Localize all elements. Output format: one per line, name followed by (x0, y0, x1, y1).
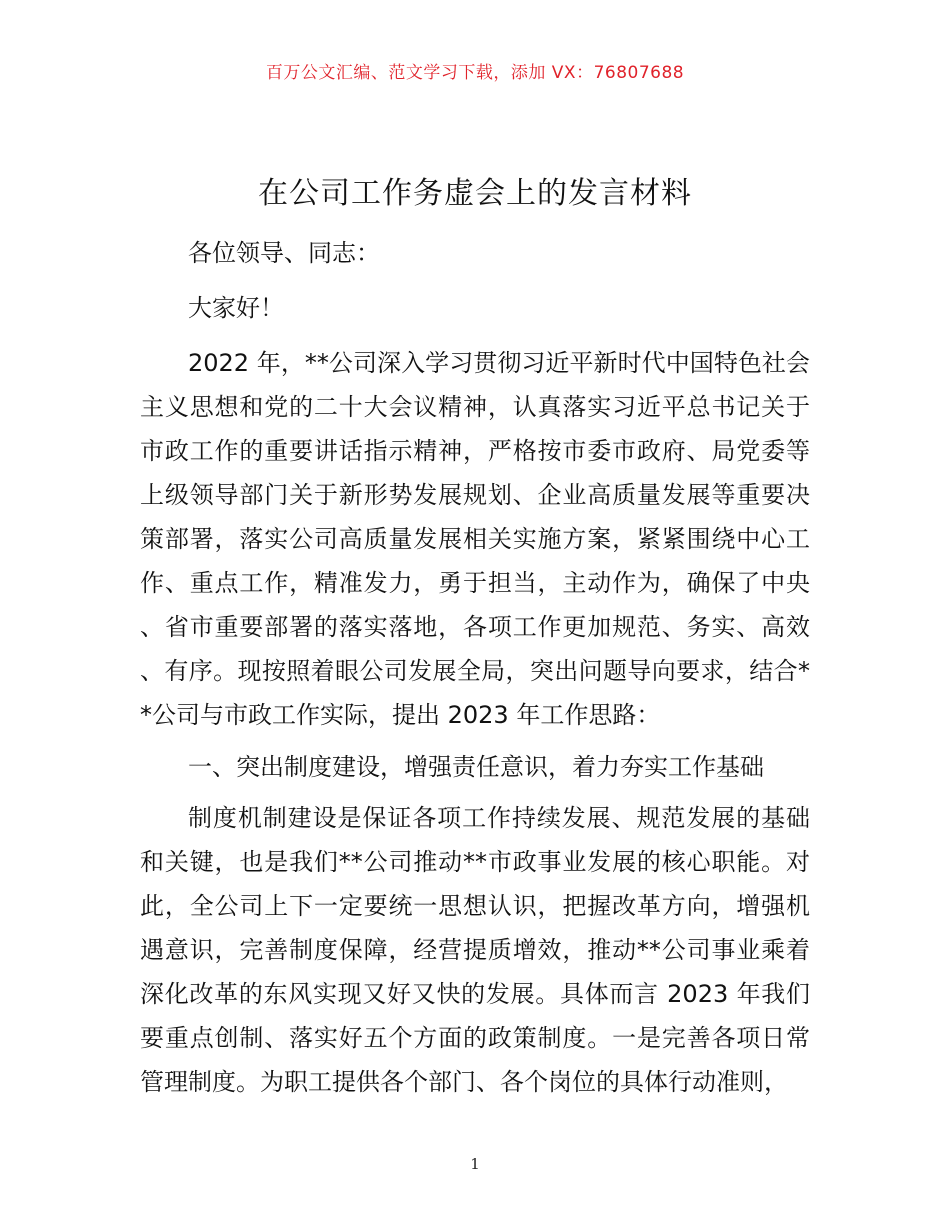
document-title: 在公司工作务虚会上的发言材料 (258, 176, 692, 211)
greeting: 大家好！ (188, 294, 284, 322)
section-body-paragraph: 制度机制建设是保证各项工作持续发展、规范发展的基础和关键，也是我们**公司推动**市政事业发展的核心职能。对此，全公司上下一定要统一思想认识，把握改革方向，增强机遇意识，完善制度保障，经营提质增效，推动**公司事业乘着深化改革的东风实现又好又快的发展。具体而言 2023 年我们要重点创制、落实好五个方面的政策制度。一是完善各项日常管理制度。为职工提供各个部门、各个岗位的具体行动准则， (140, 804, 810, 1096)
intro-paragraph: 2022 年，**公司深入学习贯彻习近平新时代中国特色社会主义思想和党的二十大会议精神，认真落实习近平总书记关于市政工作的重要讲话指示精神，严格按市委市政府、局党委等上级领导部门关于新形势发展规划、企业高质量发展等重要决策部署，落实公司高质量发展相关实施方案，紧紧围绕中心工作、重点工作，精准发力，勇于担当，主动作为，确保了中央、省市重要部署的落实落地，各项工作更加规范、务实、高效、有序。现按照着眼公司发展全局，突出问题导向要求，结合**公司与市政工作实际，提出 2023 年工作思路： (140, 349, 810, 729)
salutation: 各位领导、同志： (188, 239, 380, 267)
page-number: 1 (470, 1155, 480, 1173)
watermark-banner: 百万公文汇编、范文学习下载，添加 VX：76807688 (265, 63, 685, 83)
section-heading: 一、突出制度建设，增强责任意识，着力夯实工作基础 (188, 753, 764, 781)
document-body (140, 220, 810, 1104)
